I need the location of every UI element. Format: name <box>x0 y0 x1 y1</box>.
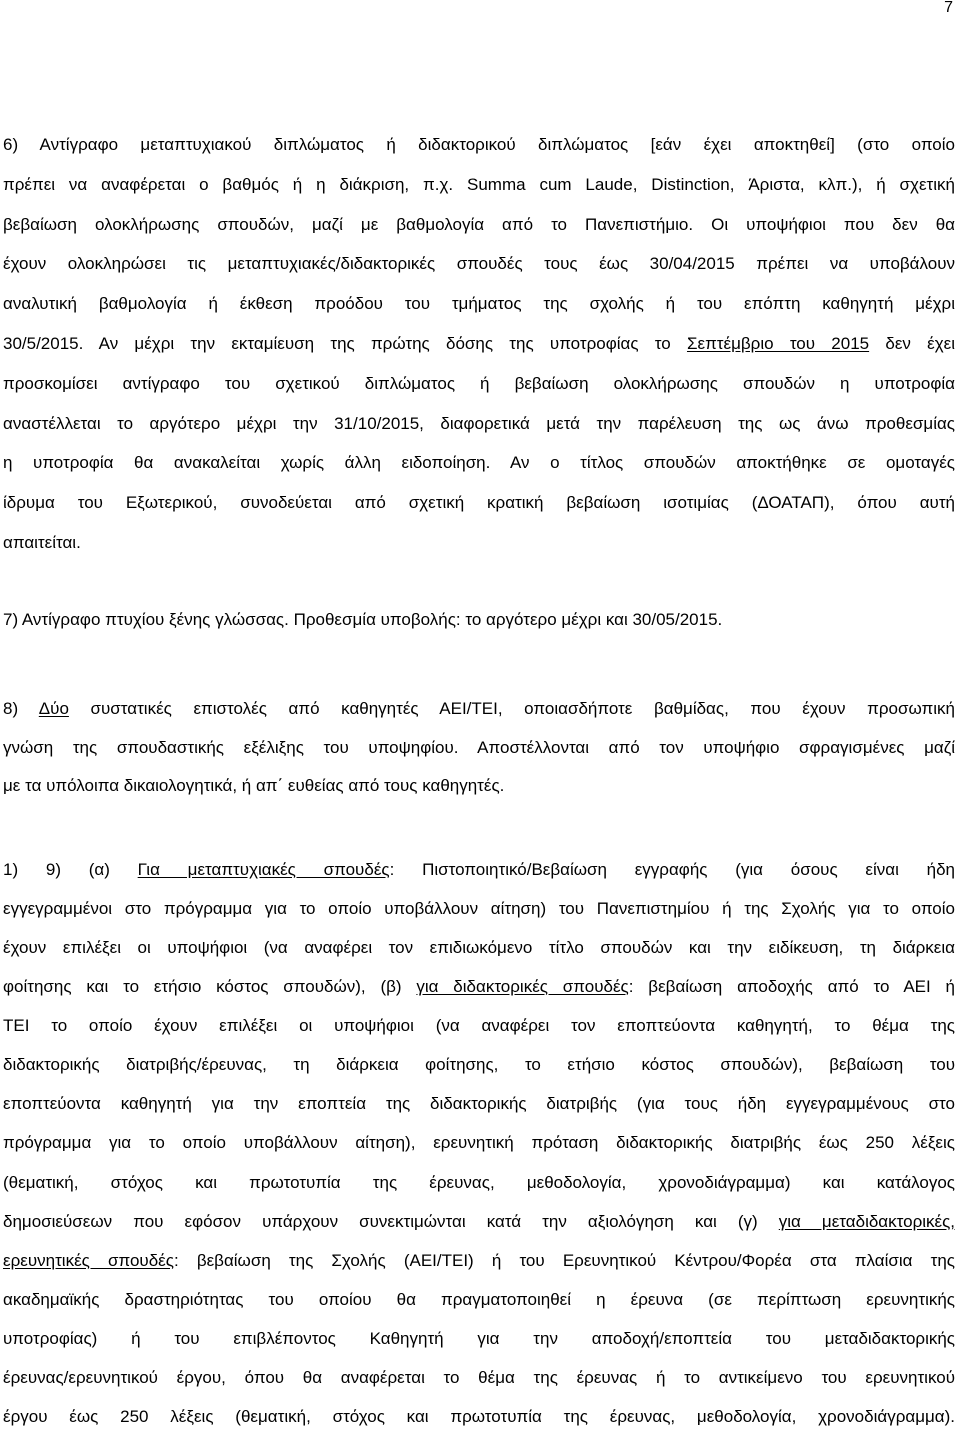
text-line <box>3 448 955 478</box>
text-segment: : Πιστοποιητικό/Βεβαίωση εγγραφής (για όσους είναι ήδη <box>389 860 955 879</box>
underlined-text: Σεπτέμβριο του 2015 <box>686 334 870 353</box>
text-line <box>3 1363 955 1393</box>
text-line <box>3 605 955 635</box>
text-line <box>3 409 955 439</box>
text-segment: 1) 9) (α) <box>3 860 138 879</box>
text-segment: γνώση της σπουδαστικής εξέλιξης του υποψηφίου. Αποστέλλονται από τον υποψήφιο σφραγισμένες μαζί <box>3 737 955 757</box>
text-line <box>3 488 955 518</box>
text-line <box>3 289 955 319</box>
text-line <box>3 130 955 160</box>
underlined-text: ερευνητικές σπουδές <box>3 1250 174 1270</box>
text-segment: ΤΕΙ το οποίο έχουν επιλέξει οι υποψήφιοι (να αναφέρει τον εποπτεύοντα καθηγητή, το θέμα της <box>3 1016 955 1036</box>
text-segment: διδακτορικής διατριβής/έρευνας, τη διάρκεια φοίτησης, το ετήσιο κόστος σπουδών), βεβαίωση του <box>3 1055 955 1075</box>
text-line <box>3 369 955 399</box>
text-line <box>3 1050 955 1080</box>
underlined-text: Δύο <box>38 699 69 718</box>
text-segment: αναλυτική βαθμολογία ή έκθεση προόδου του τμήματος της σχολής ή του επόπτη καθηγητή μέχρι <box>3 294 955 314</box>
underlined-text: Για μεταπτυχιακές σπουδές <box>137 860 390 879</box>
text-segment: δεν έχει <box>869 334 955 353</box>
text-segment: ίδρυμα του Εξωτερικού, συνοδεύεται από σχετική κρατική βεβαίωση ισοτιμίας (ΔΟΑΤΑΠ), όπου αυτή <box>3 493 955 513</box>
text-segment: έχουν επιλέξει οι υποψήφιοι (να αναφέρει τον επιδιωκόμενο τίτλο σπουδών και την ειδίκευση, τη διάρκεια <box>3 938 955 958</box>
text-line <box>3 1246 955 1276</box>
text-segment: έχουν ολοκληρώσει τις μεταπτυχιακές/διδακτορικές σπουδές τους έως 30/04/2015 πρέπει να υποβάλουν <box>3 254 955 274</box>
text-line <box>3 210 955 240</box>
underlined-text: για μεταδιδακτορικές, <box>778 1211 955 1231</box>
text-line <box>3 1011 955 1041</box>
text-segment: η υποτροφία θα ανακαλείται χωρίς άλλη ειδοποίηση. Αν ο τίτλος σπουδών αποκτήθηκε σε ομοταγές <box>3 453 955 473</box>
text-segment: συστατικές επιστολές από καθηγητές ΑΕΙ/ΤΕΙ, οποιασδήποτε βαθμίδας, που έχουν προσωπική <box>68 699 955 718</box>
text-segment: εποπτεύοντα καθηγητή για την εποπτεία της διδακτορικής διατριβής (για τους ήδη εγγεγραμμένους στο <box>3 1094 955 1114</box>
text-line <box>3 1402 955 1432</box>
text-line <box>3 894 955 924</box>
text-segment: (θεματική, στόχος και πρωτοτυπία της έρευνας, μεθοδολογία, χρονοδιάγραμμα) και κατάλογος <box>3 1172 955 1192</box>
text-segment: αναστέλλεται το αργότερο μέχρι την 31/10/2015, διαφορετικά μετά την παρέλευση της ως άνω προθεσμίας <box>3 413 955 433</box>
text-segment: : βεβαίωση της Σχολής (ΑΕΙ/ΤΕΙ) ή του Ερευνητικού Κέντρου/Φορέα στα πλαίσια της <box>173 1250 955 1270</box>
text-line <box>3 694 955 724</box>
text-line <box>3 1168 955 1198</box>
text-segment: έργου έως 250 λέξεις (θεματική, στόχος και πρωτοτυπία της έρευνας, μεθοδολογία, χρονοδιάγραμμα). <box>3 1406 955 1426</box>
text-segment: προσκομίσει αντίγραφο του σχετικού διπλώματος ή βεβαίωση ολοκλήρωσης σπουδών η υποτροφία <box>3 373 955 393</box>
text-segment: βεβαίωση ολοκλήρωσης σπουδών, μαζί με βαθμολογία από το Πανεπιστήμιο. Οι υποψήφιοι που δεν θα <box>3 214 955 234</box>
text-segment: 7) Αντίγραφο πτυχίου ξένης γλώσσας. Προθεσμία υποβολής: το αργότερο μέχρι και 30/05/2015. <box>3 610 723 629</box>
text-line <box>3 1207 955 1237</box>
text-segment: έρευνας/ερευνητικού έργου, όπου θα αναφέρεται το θέμα της έρευνας ή το αντικείμενο του ερευνητικού <box>3 1367 955 1387</box>
underlined-text: για διδακτορικές σπουδές <box>416 977 629 997</box>
text-segment: απαιτείται. <box>3 533 81 552</box>
text-segment: εγγεγραμμένοι στο πρόγραμμα για το οποίο υποβάλλουν αίτηση) του Πανεπιστημίου ή της Σχολής για το οποίο <box>3 899 955 919</box>
text-line <box>3 771 955 801</box>
text-line <box>3 170 955 200</box>
text-segment: πρόγραμμα για το οποίο υποβάλλουν αίτηση), ερευνητική πρόταση διδακτορικής διατριβής έως 250 λέξεις <box>3 1133 955 1153</box>
text-segment: 6) Αντίγραφο μεταπτυχιακού διπλώματος ή διδακτορικού διπλώματος [εάν έχει αποκτηθεί] (στο οποίο <box>3 135 955 154</box>
text-segment: με τα υπόλοιπα δικαιολογητικά, ή απ΄ ευθείας από τους καθηγητές. <box>3 776 505 795</box>
text-segment: 30/5/2015. Αν μέχρι την εκταμίευση της πρώτης δόσης της υποτροφίας το <box>3 334 687 353</box>
text-segment: πρέπει να αναφέρεται ο βαθμός ή η διάκριση, π.χ. Summa cum Laude, Distinction, Άριστα, κλπ.), ή σχετική <box>3 174 955 194</box>
text-line <box>3 933 955 963</box>
text-line <box>3 249 955 279</box>
text-segment: ακαδημαϊκής δραστηριότητας του οποίου θα πραγματοποιηθεί η έρευνα (σε περίπτωση ερευνητικής <box>3 1289 955 1309</box>
text-line <box>3 972 955 1002</box>
text-line <box>3 329 955 359</box>
text-line <box>3 733 955 763</box>
text-segment: δημοσιεύσεων που εφόσον υπάρχουν συνεκτιμώνται κατά την αξιολόγηση και (γ) <box>3 1211 779 1231</box>
text-line <box>3 855 955 885</box>
text-line <box>3 1089 955 1119</box>
text-segment: υποτροφίας) ή του επιβλέποντος Καθηγητή για την αποδοχή/εποπτεία του μεταδιδακτορικής <box>3 1328 955 1348</box>
text-segment: : βεβαίωση αποδοχής από το ΑΕΙ ή <box>628 977 955 997</box>
text-line <box>3 1128 955 1158</box>
text-line <box>3 1285 955 1315</box>
text-segment: 8) <box>3 699 39 718</box>
text-line <box>3 528 955 558</box>
text-segment: φοίτησης και το ετήσιο κόστος σπουδών), (β) <box>3 977 417 997</box>
page-number: 7 <box>944 0 953 16</box>
text-line <box>3 1324 955 1354</box>
